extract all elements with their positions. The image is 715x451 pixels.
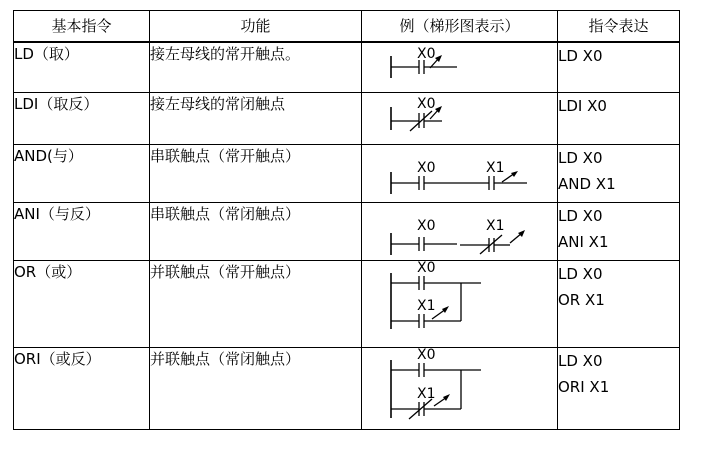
table-row-and <box>14 145 680 203</box>
ladder-ori-svg <box>362 348 558 430</box>
instruction-function: 接左母线的常闭触点 <box>150 93 362 145</box>
instruction-line: LD X0 <box>558 207 603 225</box>
table-row-ori <box>14 348 680 430</box>
instruction-table <box>13 10 680 430</box>
instruction-line: ANI X1 <box>558 233 609 251</box>
ladder-and-svg <box>362 145 558 203</box>
ladder-ld-svg <box>362 43 558 94</box>
instruction-line: AND X1 <box>558 175 616 193</box>
header-function: 功能 <box>150 11 362 42</box>
contact-label-x0: X0 <box>417 96 436 112</box>
ladder-diagram-ani <box>362 203 558 261</box>
ladder-ani-svg <box>362 203 558 261</box>
contact-label-x1: X1 <box>486 218 505 234</box>
header-instruction-expression: 指令表达 <box>558 11 680 42</box>
ladder-or-svg <box>362 261 558 348</box>
instruction-name: ANI（与反） <box>14 203 150 261</box>
instruction-line: ORI X1 <box>558 378 610 396</box>
instruction-list-ani <box>558 203 680 261</box>
ladder-diagram-ori <box>362 348 558 430</box>
ladder-diagram-and <box>362 145 558 203</box>
contact-label-x0: X0 <box>417 348 436 363</box>
instruction-name: LDI（取反） <box>14 93 150 145</box>
ladder-diagram-ldi <box>362 93 558 145</box>
instruction-name: ORI（或反） <box>14 348 150 430</box>
header-basic-instruction: 基本指令 <box>14 11 150 42</box>
contact-label-x0: X0 <box>417 261 436 276</box>
instruction-line: LD X0 <box>558 352 603 370</box>
ladder-diagram-or <box>362 261 558 348</box>
instruction-list-and <box>558 145 680 203</box>
instruction-list-ld <box>558 42 680 93</box>
instruction-line: LDI X0 <box>558 97 607 115</box>
contact-label-x1: X1 <box>486 160 505 176</box>
instruction-function: 串联触点（常闭触点） <box>150 203 362 261</box>
instruction-name: AND(与） <box>14 145 150 203</box>
instruction-function: 并联触点（常闭触点） <box>150 348 362 430</box>
table-row-ldi <box>14 93 680 145</box>
instruction-line: LD X0 <box>558 149 603 167</box>
instruction-function: 接左母线的常开触点。 <box>150 42 362 93</box>
contact-label-x0: X0 <box>417 218 436 234</box>
instruction-list-or <box>558 261 680 348</box>
header-ladder-example: 例（梯形图表示） <box>362 11 558 42</box>
contact-label-x1: X1 <box>417 298 436 314</box>
ladder-ldi-svg <box>362 93 558 145</box>
instruction-line: OR X1 <box>558 291 605 309</box>
instruction-line: LD X0 <box>558 265 603 283</box>
instruction-name: OR（或） <box>14 261 150 348</box>
ladder-diagram-ld <box>362 42 558 93</box>
contact-label-x0: X0 <box>417 160 436 176</box>
instruction-line: LD X0 <box>558 46 603 65</box>
instruction-list-ori <box>558 348 680 430</box>
table-row-or <box>14 261 680 348</box>
instruction-list-ldi <box>558 93 680 145</box>
contact-label-x1: X1 <box>417 386 436 402</box>
instruction-function: 串联触点（常开触点） <box>150 145 362 203</box>
instruction-name: LD（取） <box>14 42 150 93</box>
instruction-function: 并联触点（常开触点） <box>150 261 362 348</box>
header-row <box>14 11 680 42</box>
contact-label-x0: X0 <box>417 45 436 62</box>
table-row-ani <box>14 203 680 261</box>
table-row-ld <box>14 42 680 93</box>
